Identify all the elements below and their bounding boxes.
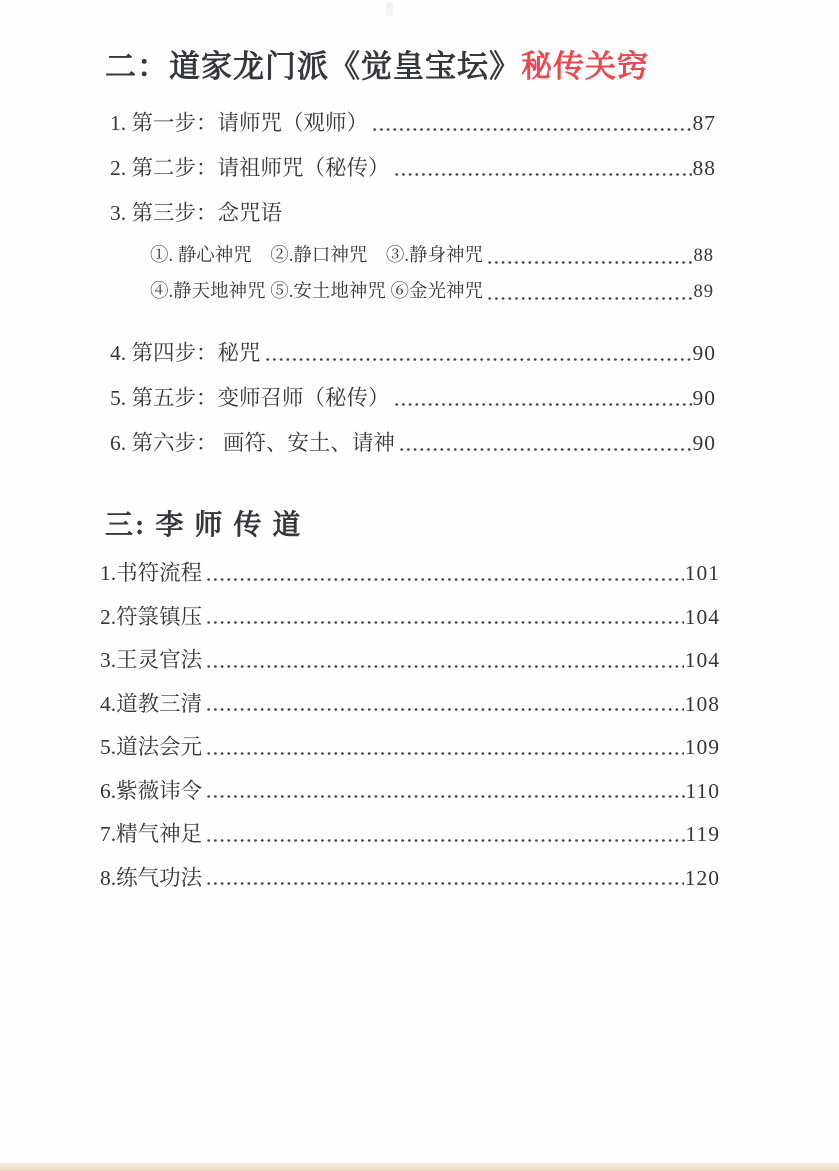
toc-label: 1.书符流程 bbox=[100, 561, 203, 585]
toc-label: 2.符箓镇压 bbox=[100, 604, 203, 629]
toc-label: 2. 第二步：请祖师咒（秘传） bbox=[110, 156, 390, 180]
toc-sub-entry bbox=[150, 245, 714, 268]
page-number: 101 bbox=[684, 561, 720, 585]
page-number: 88 bbox=[693, 246, 714, 266]
toc-entry bbox=[100, 691, 720, 717]
toc-label: 5.道法会元 bbox=[100, 735, 203, 759]
toc-entry bbox=[100, 778, 720, 804]
toc-label: 6. 第六步： 画符、安土、请神 bbox=[110, 431, 395, 455]
page-number: 89 bbox=[693, 282, 714, 302]
page-number: 88 bbox=[692, 156, 716, 180]
toc-entry bbox=[100, 647, 720, 673]
page-number: 119 bbox=[685, 822, 720, 846]
page-number: 90 bbox=[692, 341, 716, 365]
toc-entry bbox=[100, 865, 720, 891]
page-number: 108 bbox=[684, 691, 720, 716]
toc-label: ④.静天地神咒 ⑤.安土地神咒 ⑥金光神咒 bbox=[150, 282, 484, 302]
toc-entry bbox=[100, 821, 720, 847]
toc-entry bbox=[100, 604, 720, 630]
page-number: 104 bbox=[684, 604, 720, 629]
page-number: 87 bbox=[692, 111, 716, 135]
toc-label: 4.道教三清 bbox=[100, 691, 203, 716]
toc-entry bbox=[110, 200, 716, 226]
toc-label: 6.紫薇讳令 bbox=[100, 778, 203, 803]
toc-label: 4. 第四步：秘咒 bbox=[110, 341, 261, 365]
section-2-heading bbox=[105, 0, 839, 88]
toc-sub-entry bbox=[150, 281, 714, 304]
scan-artifact-mark bbox=[386, 2, 393, 16]
section-3-toc bbox=[0, 560, 839, 891]
toc-entry bbox=[100, 560, 720, 586]
page-number: 110 bbox=[685, 778, 720, 803]
toc-label: 5. 第五步：变师召师（秘传） bbox=[110, 386, 390, 410]
page-number: 90 bbox=[692, 431, 716, 455]
section-3-heading: 三: 李 师 传 道 bbox=[105, 510, 303, 541]
section-2-toc bbox=[0, 110, 839, 456]
toc-label: 8.练气功法 bbox=[100, 865, 203, 890]
toc-entry bbox=[110, 385, 716, 411]
page-number: 90 bbox=[692, 386, 716, 410]
page-bottom-edge bbox=[0, 1163, 839, 1171]
toc-entry bbox=[110, 155, 716, 181]
toc-label: 1. 第一步：请师咒（观师） bbox=[110, 111, 369, 135]
toc-entry bbox=[110, 340, 716, 366]
toc-label: 3. 第三步：念咒语 bbox=[110, 201, 283, 225]
page-number: 120 bbox=[684, 865, 720, 890]
toc-label: 7.精气神足 bbox=[100, 822, 203, 846]
toc-entry bbox=[110, 430, 716, 456]
toc-entry bbox=[110, 110, 716, 136]
page-number: 109 bbox=[684, 735, 720, 759]
toc-label: ①. 静心神咒 ②.静口神咒 ③.静身神咒 bbox=[150, 246, 484, 266]
section-2-heading-red: 秘传关窍 bbox=[521, 49, 649, 84]
section-2-heading-black: 二：道家龙门派《觉皇宝坛》 bbox=[105, 49, 521, 84]
toc-label: 3.王灵官法 bbox=[100, 648, 203, 672]
toc-entry bbox=[100, 734, 720, 760]
page-number: 104 bbox=[684, 648, 720, 672]
